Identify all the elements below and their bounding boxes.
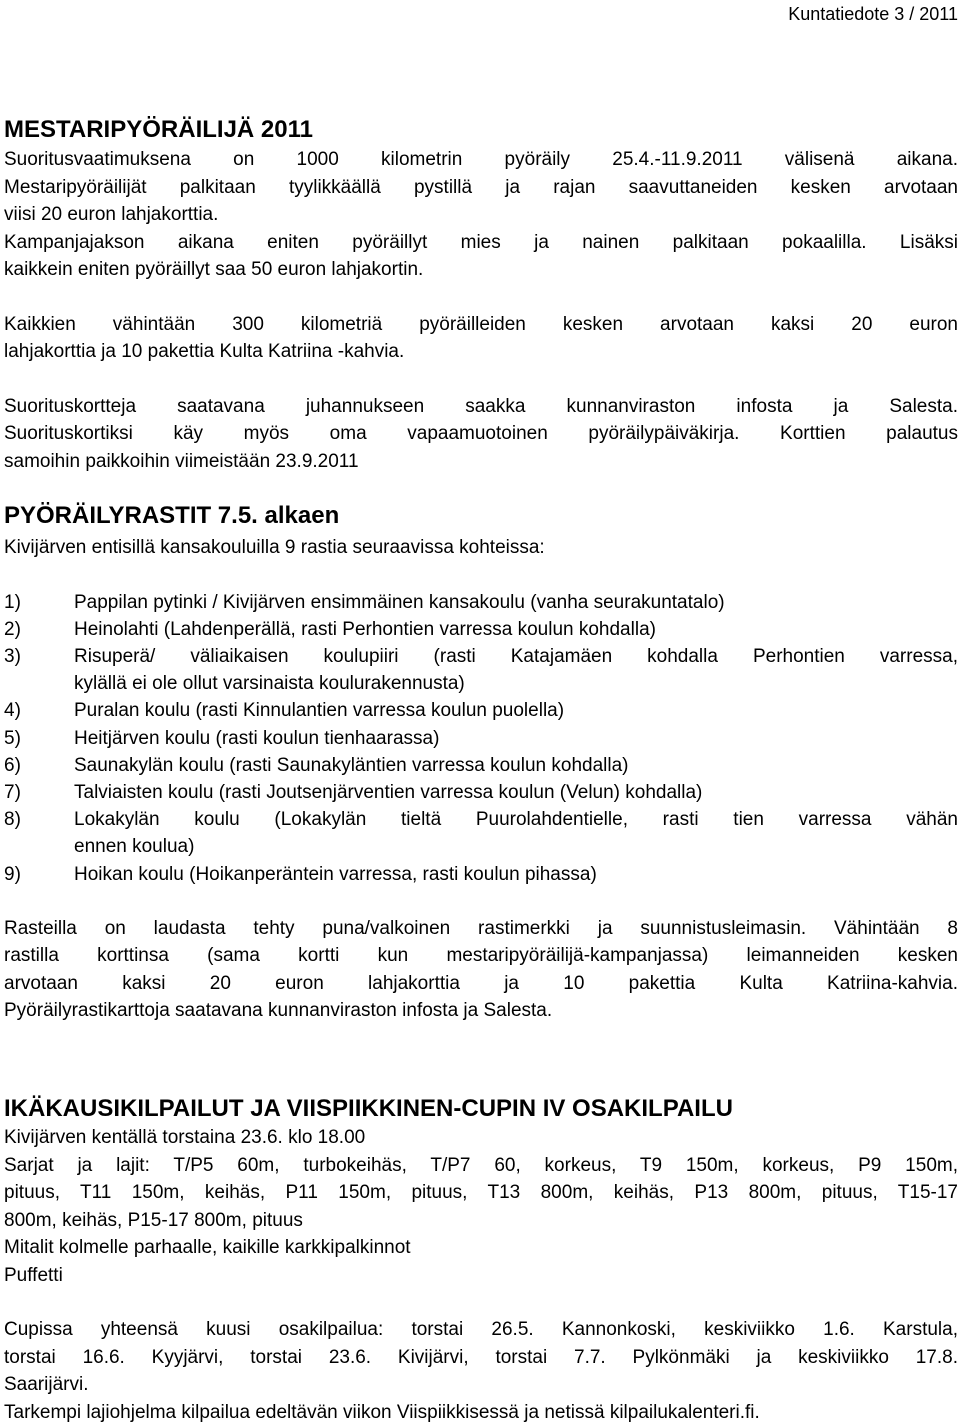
list-text: Puralan koulu (rasti Kinnulantien varressa koulun puolella) bbox=[74, 700, 565, 722]
list-text: Risuperä/ väliaikaisen koulupiiri (rasti Katajamäen kohdalla Perhontien varressa, bbox=[74, 645, 958, 667]
list-number: 2) bbox=[4, 618, 21, 640]
paragraph bbox=[4, 1152, 958, 1235]
text-line: Tarkempi lajiohjelma kilpailua edeltävän viikon Viispiikkisessä ja netissä kilpailukalenteri.fi. bbox=[4, 1401, 760, 1423]
text-line: Mestaripyöräilijät palkitaan tyylikkäällä pystillä ja rajan saavuttaneiden kesken arvotaan bbox=[4, 176, 958, 198]
text-line: viisi 20 euron lahjakorttia. bbox=[4, 204, 219, 225]
section-mestaripyorailija bbox=[4, 116, 958, 475]
list-number: 1) bbox=[4, 591, 21, 613]
paragraph bbox=[4, 1316, 958, 1399]
text-line: rastilla korttinsa (sama kortti kun mestaripyöräilijä-kampanjassa) leimanneiden kesken bbox=[4, 945, 958, 967]
list-number: 9) bbox=[4, 863, 21, 885]
section-pyorailyrastit bbox=[4, 502, 958, 1025]
list-text: kylällä ei ole ollut varsinaista koulurakennusta) bbox=[74, 673, 465, 695]
list-text: Lokakylän koulu (Lokakylän tieltä Puurolahdentielle, rasti tien varressa vähän bbox=[74, 809, 958, 831]
intro-text: Kivijärven entisillä kansakouluilla 9 rastia seuraavissa kohteissa: bbox=[4, 537, 545, 558]
text-line: Rasteilla on laudasta tehty puna/valkoinen rastimerkki ja suunnistusleimasin. Vähintään 8 bbox=[4, 917, 958, 939]
list-text: ennen koulua) bbox=[74, 836, 195, 858]
list-text: Hoikan koulu (Hoikanperäntein varressa, rasti koulun pihassa) bbox=[74, 863, 597, 885]
paragraph bbox=[4, 311, 958, 366]
list-item bbox=[4, 616, 958, 643]
list-item bbox=[4, 752, 958, 779]
text-line: samoihin paikkoihin viimeistään 23.9.2011 bbox=[4, 450, 359, 472]
text-line: torstai 16.6. Kyyjärvi, torstai 23.6. Kivijärvi, torstai 7.7. Pylkönmäki ja keskiviikko 17.8. bbox=[4, 1346, 958, 1368]
text-line: arvotaan kaksi 20 euron lahjakorttia ja 10 pakettia Kulta Katriina-kahvia. bbox=[4, 972, 958, 994]
list-number: 3) bbox=[4, 645, 21, 667]
page-header: Kuntatiedote 3 / 2011 bbox=[788, 4, 958, 24]
text-line: kaikkein eniten pyöräillyt saa 50 euron lahjakortin. bbox=[4, 259, 424, 280]
list-item bbox=[4, 589, 958, 616]
section-title: PYÖRÄILYRASTIT 7.5. alkaen bbox=[4, 502, 340, 529]
list-item bbox=[4, 779, 958, 806]
list-number: 7) bbox=[4, 781, 21, 803]
text-line: Suorituskortiksi käy myös oma vapaamuotoinen pyöräilypäiväkirja. Korttien palautus bbox=[4, 423, 958, 444]
text-line: lahjakorttia ja 10 pakettia Kulta Katriina -kahvia. bbox=[4, 341, 405, 362]
text-line: pituus, T11 150m, keihäs, P11 150m, pituus, T13 800m, keihäs, P13 800m, pituus, T15-17 bbox=[4, 1182, 958, 1203]
text-line: Pyöräilyrastikarttoja saatavana kunnanviraston infosta ja Salesta. bbox=[4, 1000, 553, 1022]
text-line: Cupissa yhteensä kuusi osakilpailua: torstai 26.5. Kannonkoski, keskiviikko 1.6. Karstula, bbox=[4, 1319, 958, 1340]
text-line: Kaikkien vähintään 300 kilometriä pyöräilleiden kesken arvotaan kaksi 20 euron bbox=[4, 313, 958, 335]
list-text: Pappilan pytinki / Kivijärven ensimmäinen kansakoulu (vanha seurakuntatalo) bbox=[74, 591, 725, 613]
list-text: Heitjärven koulu (rasti koulun tienhaarassa) bbox=[74, 727, 440, 749]
text-line: Mitalit kolmelle parhaalle, kaikille karkkipalkinnot bbox=[4, 1237, 411, 1258]
section-title: MESTARIPYÖRÄILIJÄ 2011 bbox=[4, 116, 313, 143]
section-title: IKÄKAUSIKILPAILUT JA VIISPIIKKINEN-CUPIN IV OSAKILPAILU bbox=[4, 1095, 733, 1122]
list-number: 5) bbox=[4, 727, 21, 749]
list-number: 4) bbox=[4, 700, 21, 722]
list-number: 6) bbox=[4, 754, 21, 776]
text-line: Saarijärvi. bbox=[4, 1374, 89, 1395]
text-line: Sarjat ja lajit: T/P5 60m, turbokeihäs, T/P7 60, korkeus, T9 150m, korkeus, P9 150m, bbox=[4, 1154, 958, 1176]
list-item bbox=[4, 861, 958, 888]
text-line: Suoritusvaatimuksena on 1000 kilometrin pyöräily 25.4.-11.9.2011 välisenä aikana. bbox=[4, 149, 958, 170]
list-text: Heinolahti (Lahdenperällä, rasti Perhontien varressa koulun kohdalla) bbox=[74, 618, 656, 640]
section-ikakausikilpailut bbox=[4, 1095, 958, 1426]
text-line: Kampanjajakson aikana eniten pyöräillyt mies ja nainen palkitaan pokaalilla. Lisäksi bbox=[4, 231, 958, 253]
text-line: Puffetti bbox=[4, 1264, 63, 1286]
list-item bbox=[4, 806, 958, 860]
text-line: 800m, keihäs, P15-17 800m, pituus bbox=[4, 1209, 303, 1231]
paragraph bbox=[4, 393, 958, 476]
event-info: Kivijärven kentällä torstaina 23.6. klo 18.00 bbox=[4, 1127, 366, 1148]
list-item bbox=[4, 725, 958, 752]
list-text: Saunakylän koulu (rasti Saunakyläntien varressa koulun kohdalla) bbox=[74, 754, 629, 776]
list-text: Talviaisten koulu (rasti Joutsenjärventien varressa koulun (Velun) kohdalla) bbox=[74, 781, 703, 803]
document-page bbox=[4, 0, 958, 1423]
list-number: 8) bbox=[4, 809, 21, 831]
paragraph bbox=[4, 915, 958, 1025]
list-item bbox=[4, 697, 958, 724]
text-line: Suorituskortteja saatavana juhannukseen saakka kunnanviraston infosta ja Salesta. bbox=[4, 395, 958, 417]
rasti-list bbox=[4, 589, 958, 888]
paragraph bbox=[4, 146, 958, 284]
list-item bbox=[4, 643, 958, 697]
